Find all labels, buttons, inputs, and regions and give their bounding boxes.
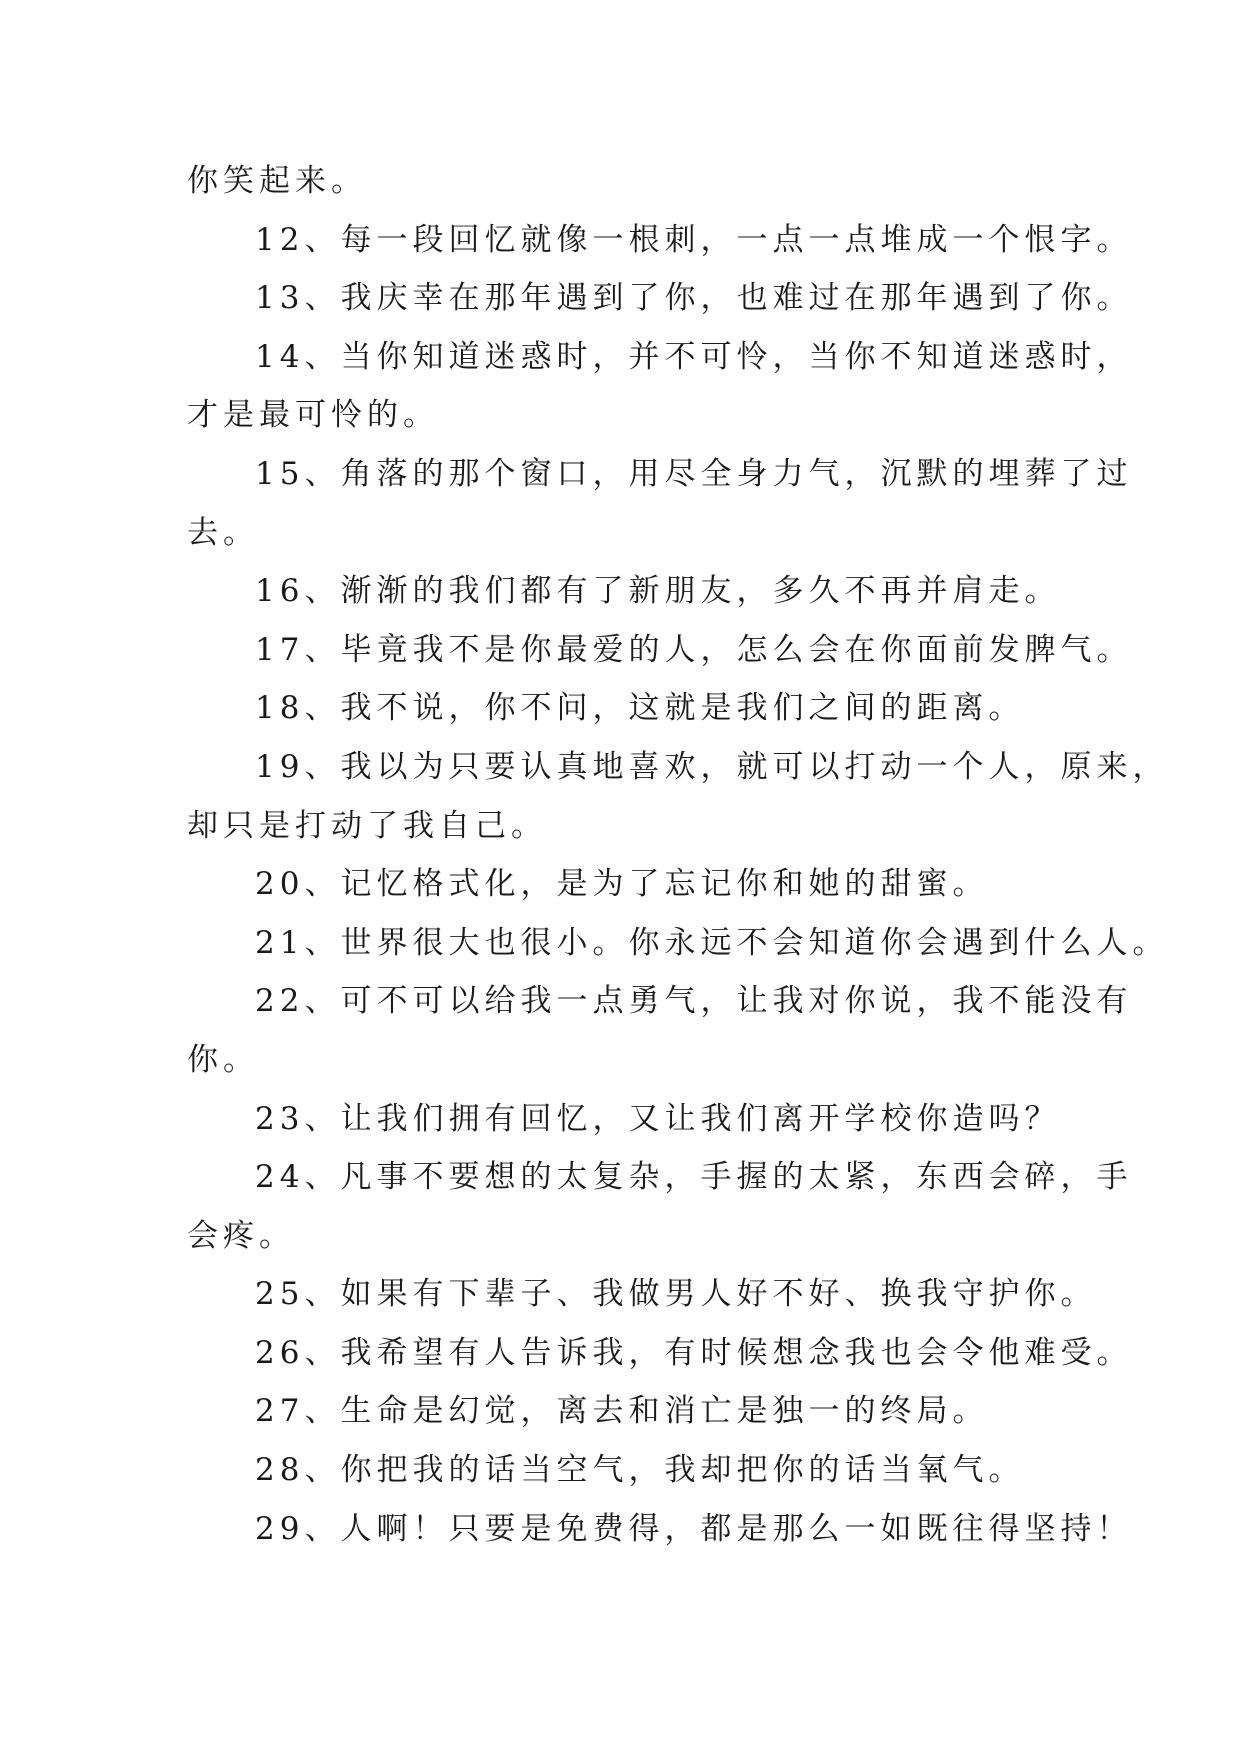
text-line: 27、生命是幻觉，离去和消亡是独一的终局。 <box>255 1393 989 1430</box>
text-line: 21、世界很大也很小。你永远不会知道你会遇到什么人。 <box>255 924 1169 961</box>
text-line: 20、记忆格式化，是为了忘记你和她的甜蜜。 <box>255 866 989 903</box>
text-line: 去。 <box>187 514 259 551</box>
text-line: 23、让我们拥有回忆，又让我们离开学校你造吗？ <box>255 1100 1061 1137</box>
text-line: 才是最可怜的。 <box>187 397 439 434</box>
text-line: 15、角落的那个窗口，用尽全身力气，沉默的埋葬了过 <box>255 455 1133 492</box>
text-line: 28、你把我的话当空气，我却把你的话当氧气。 <box>255 1452 1025 1489</box>
text-line: 12、每一段回忆就像一根刺，一点一点堆成一个恨字。 <box>255 221 1133 258</box>
text-line: 你。 <box>187 1041 259 1078</box>
document-body <box>187 152 1169 1558</box>
text-line: 会疼。 <box>187 1217 295 1254</box>
text-line: 你笑起来。 <box>187 163 367 199</box>
text-line: 却只是打动了我自己。 <box>187 807 547 844</box>
text-line: 29、人啊！只要是免费得，都是那么一如既往得坚持！ <box>255 1510 1133 1547</box>
text-line: 22、可不可以给我一点勇气，让我对你说，我不能没有 <box>255 983 1133 1020</box>
text-line: 17、毕竟我不是你最爱的人，怎么会在你面前发脾气。 <box>255 631 1133 668</box>
text-line: 13、我庆幸在那年遇到了你，也难过在那年遇到了你。 <box>255 280 1133 317</box>
text-line: 24、凡事不要想的太复杂，手握的太紧，东西会碎，手 <box>255 1159 1133 1196</box>
text-line: 26、我希望有人告诉我，有时候想念我也会令他难受。 <box>255 1334 1133 1371</box>
text-line: 16、渐渐的我们都有了新朋友，多久不再并肩走。 <box>255 573 1061 610</box>
text-line: 18、我不说，你不问，这就是我们之间的距离。 <box>255 690 1025 727</box>
text-line: 14、当你知道迷惑时，并不可怜，当你不知道迷惑时， <box>255 338 1133 375</box>
text-line: 19、我以为只要认真地喜欢，就可以打动一个人，原来， <box>255 748 1169 785</box>
text-line: 25、如果有下辈子、我做男人好不好、换我守护你。 <box>255 1276 1097 1313</box>
